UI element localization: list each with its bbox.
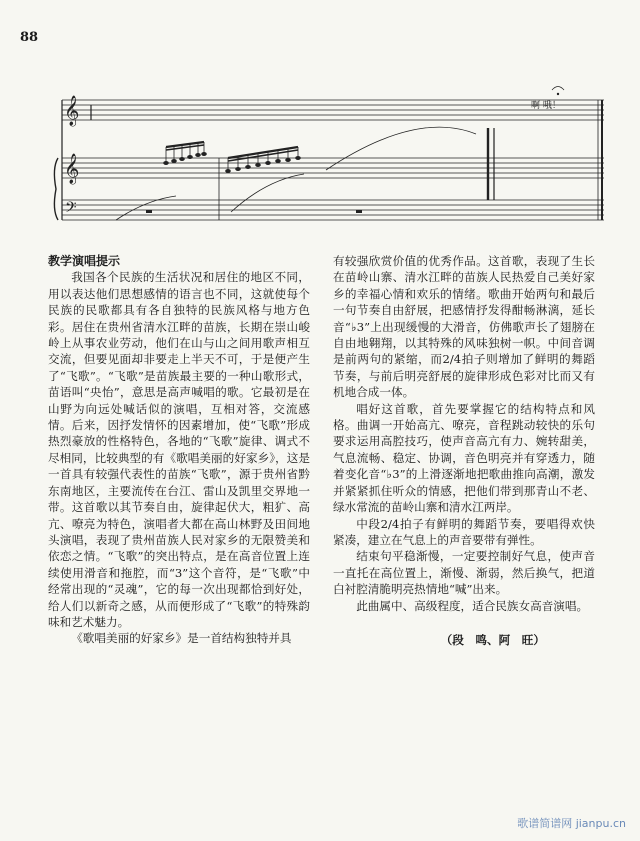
paragraph: 此曲属中、高级程度，适合民族女高音演唱。 [356,598,589,613]
page-number: 88 [20,30,39,45]
beamed-run-1 [166,142,204,162]
paragraph: 唱好这首歌，首先要掌握它的结构特点和风格。曲调一开始高亢、嘹亮，音程跳动较快的乐句要求运用高腔技巧，使声音高亢有力、婉转甜美，气息流畅、稳定、协调，音色明亮并有穿透力，随着变化音“♭3”的上滑逐渐地把歌曲推向高潮，激发并紧紧抓住听众的情感，把他们带到那青山不老、绿水常流的苗岭山寨和清水江两岸。 [333,401,595,515]
paragraph: 结束句平稳渐慢，一定要控制好气息，使声音一直托在高位置上，渐慢、渐弱，然后换气，把道白衬腔清脆明亮热情地“喊”出来。 [333,549,595,597]
staff-voice [62,100,604,120]
left-column [48,253,310,647]
author-credit: （段 鸣、阿 旺） [440,632,545,647]
staff-piano-right [62,158,604,178]
paragraph: 《歌唱美丽的好家乡》是一首结构独特并具 [71,631,292,646]
svg-text:𝄢: 𝄢 [65,199,77,220]
svg-text:𝄞: 𝄞 [64,96,80,126]
music-score [36,50,606,230]
paragraph: 我国各个民族的生活状况和居住的地区不同，用以表达他们思想感情的语言也不同，这就使每个民族的民歌都具有各自独特的民族风格与地方色彩。居住在贵州省清水江畔的苗族，长期在崇山峻岭上从事农业劳动，他们在山与山之间用歌声相互交流，但要见面却非要走上半天不可，于是便产生了“飞歌”。“飞歌”是苗族最主要的一种山歌形式，苗语叫“央怡”，意思是高声喊唱的歌。它最初是在山野为向远处喊话似的演唱，互相对答，交流感情。后来，因抒发情怀的因素增加，使“飞歌”形成热烈豪放的性格特色，各地的“飞歌”旋律、调式不尽相同，比较典型的有《歌唱美丽的好家乡》，这是一首具有较强代表性的苗族“飞歌”，源于贵州省黔东南地区，主要流传在台江、雷山及凯里交界地一带。这首歌以其节奏自由，旋律起伏大，粗犷、高亢、嘹亮为特色，演唱者大都在高山林野及田间地头演唱，表现了贵州苗族人民对家乡的无限赞美和依恋之情。“飞歌”的突出特点，是在高音位置上连续使用滑音和拖腔，而“3”这个音符，是“飞歌”中经常出现的“灵魂”，它的每一次出现都恰到好处，给人们以新奇之感，从而便形成了“飞歌”的特殊韵味和艺术魅力。 [48,270,310,629]
watermark: 歌谱简谱网 jianpu.cn [517,817,626,830]
svg-text:𝄞: 𝄞 [64,154,80,184]
section-heading: 教学演唱提示 [48,254,121,268]
staff-piano-left [62,200,604,220]
paragraph: 中段2/4拍子有鲜明的舞蹈节奏，要唱得欢快紧凑，建立在气息上的声音要带有弹性。 [333,516,595,547]
score-annotation: 啊 哦！ [531,101,561,111]
paragraph: 有较强欣赏价值的优秀作品。这首歌，表现了生长在苗岭山寨、清水江畔的苗族人民热爱自己美好家乡的幸福心情和欢乐的情绪。歌曲开始两句和最后一句节奏自由舒展，把感情抒发得酣畅淋漓，延长音“♭3”上出现缓慢的大滑音，仿佛歌声长了翅膀在自由地翱翔，以其特殊的风味独树一帜。中间音调是前两句的紧缩，而2/4拍子则增加了鲜明的舞蹈节奏，与前后明亮舒展的旋律形成色彩对比而又有机地合成一体。 [333,254,595,400]
right-column [333,253,595,648]
